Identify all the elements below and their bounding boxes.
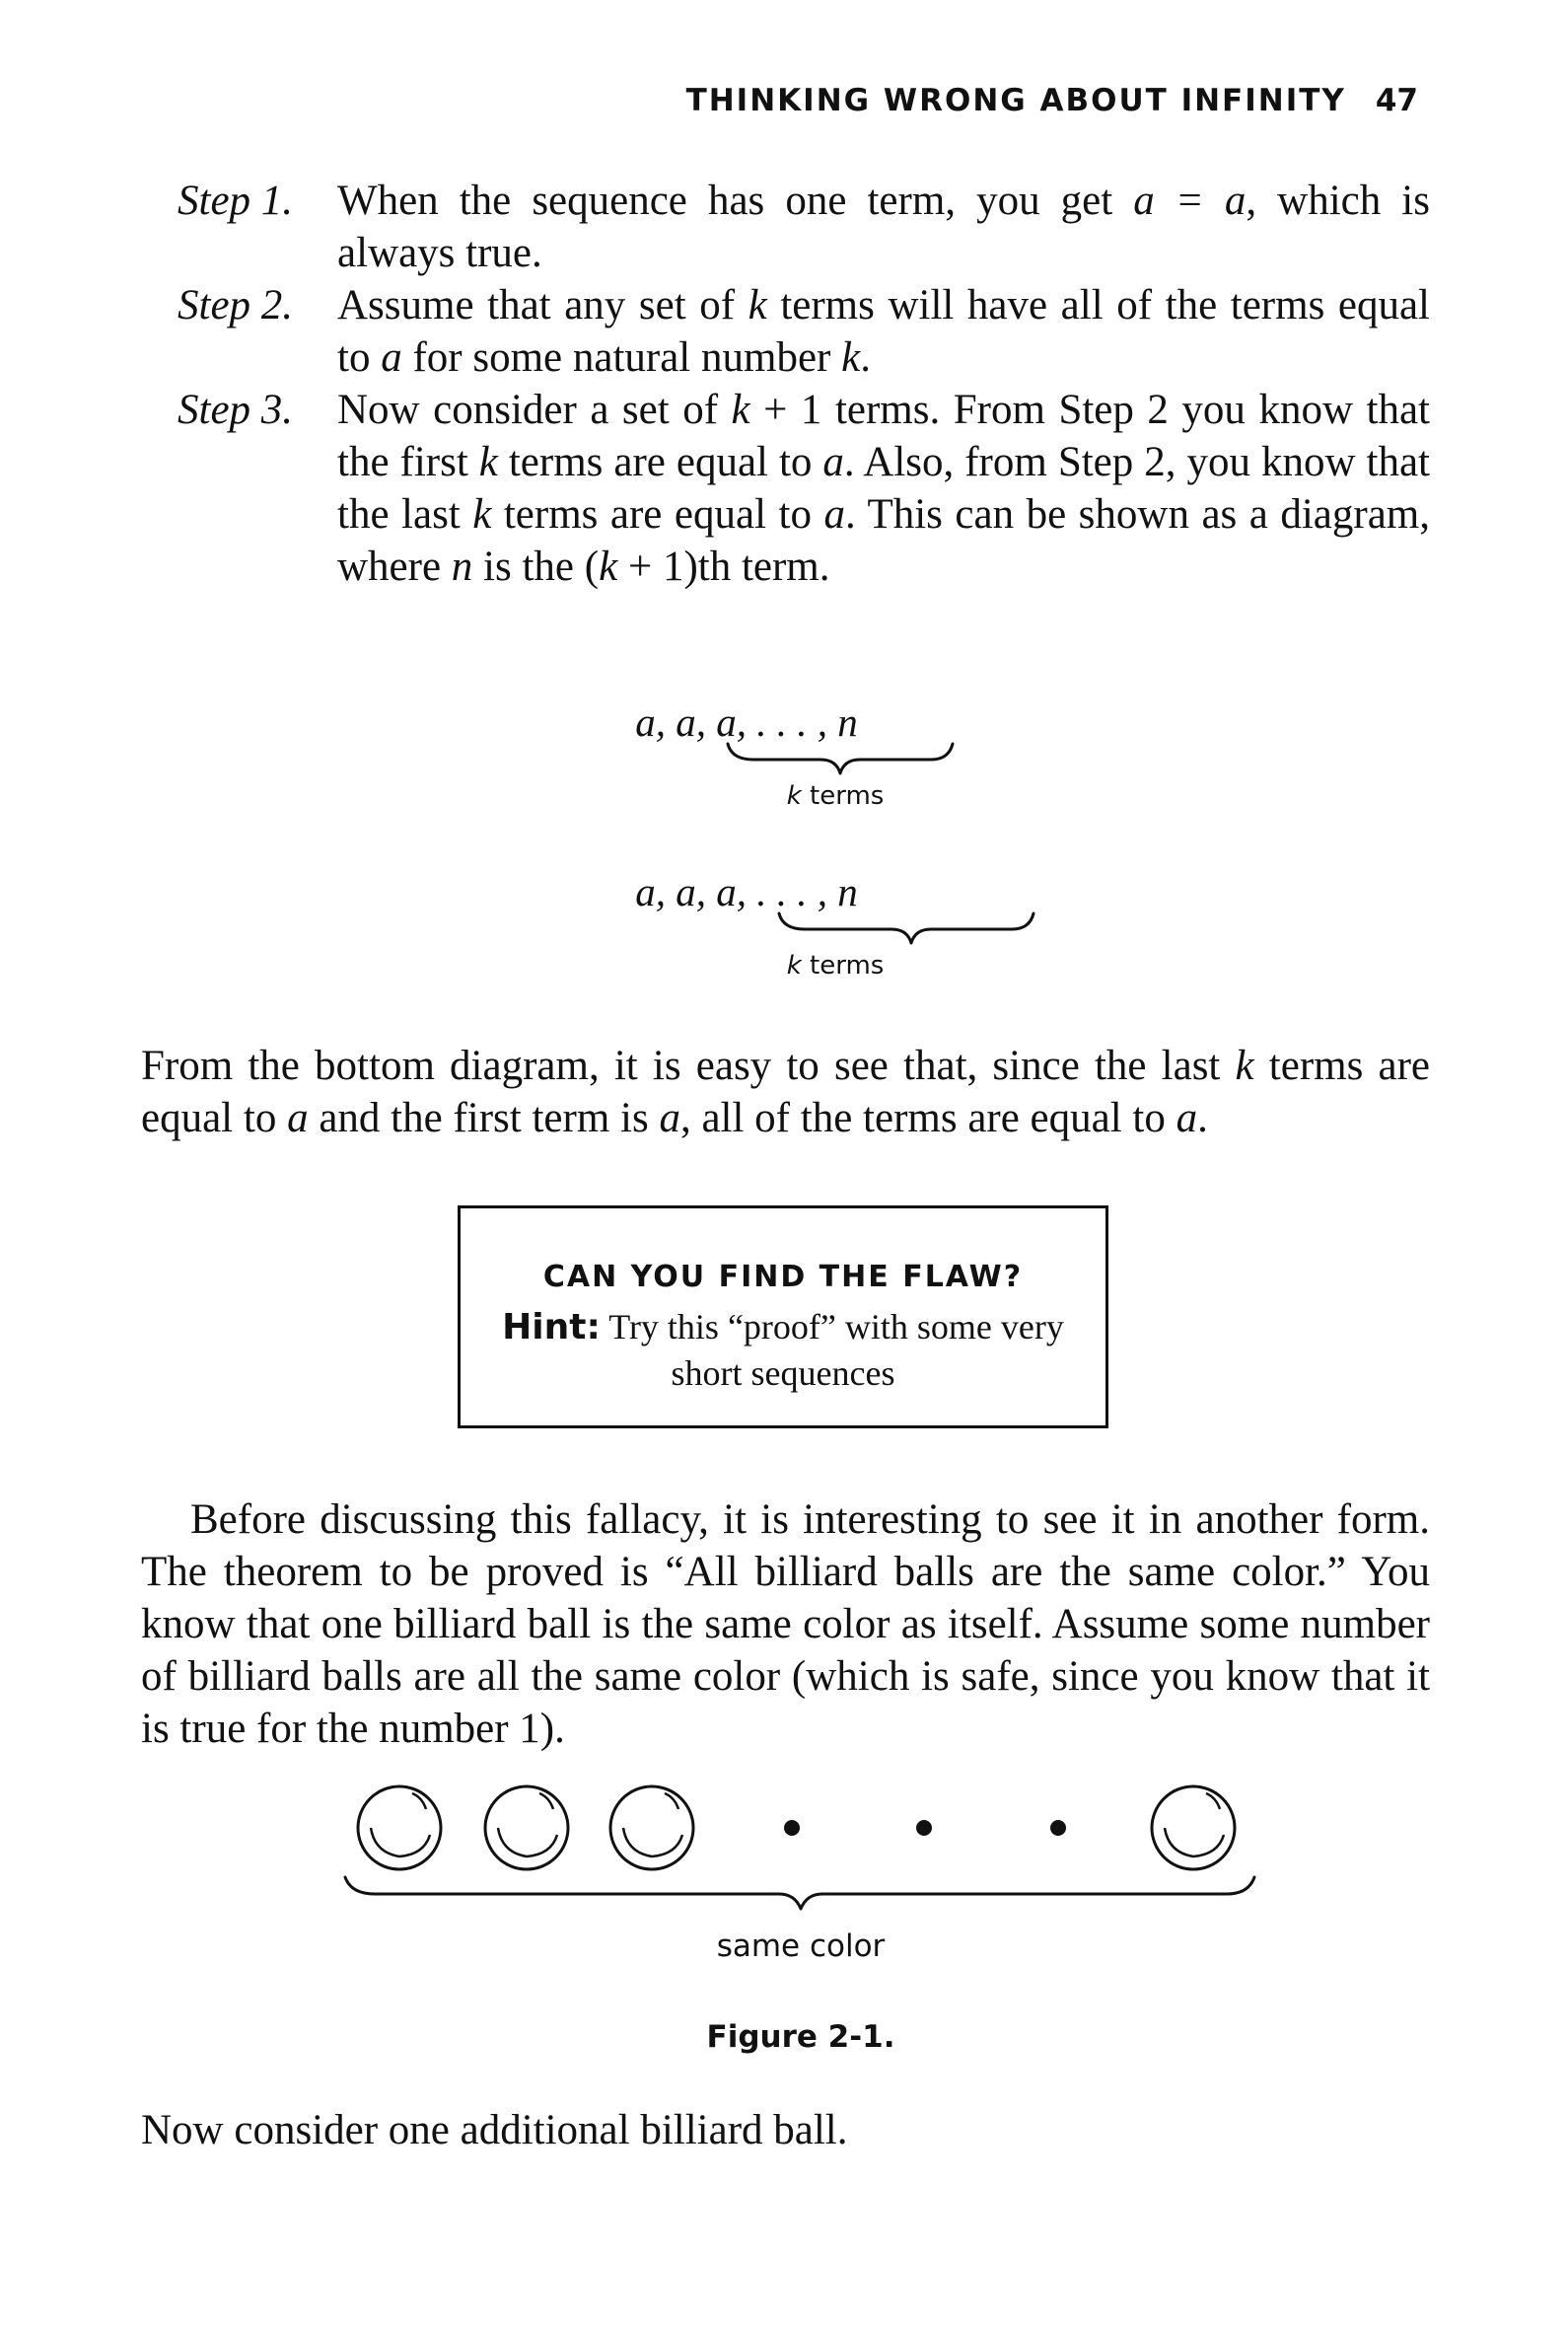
hint-label: Hint: [502, 1307, 601, 1347]
final-sentence: Now consider one additional billiard ball. [141, 2107, 848, 2153]
figure-caption: Figure 2-1. [706, 2019, 895, 2055]
diagram-1-brace-label: k terms [786, 781, 885, 811]
figure-brace-label: same color [716, 1928, 886, 1964]
conclusion-paragraph: From the bottom diagram, it is easy to see that, since the last k terms are equal to a and the first term is a, all of the terms are equal to a. [141, 1043, 1431, 1141]
diagram-1-sequence: a, a, a, . . . , n [635, 699, 858, 745]
ellipsis-dot-1 [784, 1820, 800, 1836]
page-number: 47 [1375, 83, 1418, 118]
diagram-2-brace [779, 913, 1033, 943]
header-title: THINKING WRONG ABOUT INFINITY [685, 83, 1346, 118]
billiard-ball-3 [610, 1786, 693, 1869]
ellipsis-dot-3 [1050, 1820, 1066, 1836]
step-1-label: Step 1. [178, 178, 294, 224]
billiard-ball-2 [485, 1786, 568, 1869]
diagram-2-brace-label: k terms [786, 951, 885, 981]
step-3-label: Step 3. [178, 387, 294, 433]
step-2-text: Assume that any set of k terms will have all of the terms equal to a for some natural number k. [337, 282, 1431, 381]
billiard-ball-1 [358, 1786, 441, 1869]
diagram-1-brace [728, 744, 953, 773]
flaw-title: CAN YOU FIND THE FLAW? [542, 1260, 1024, 1294]
step-2-label: Step 2. [178, 282, 294, 328]
hint-text: Try this “proof” with some very short sequences [608, 1307, 1064, 1393]
billiard-ball-last [1152, 1786, 1235, 1869]
figure-brace [345, 1877, 1254, 1909]
step-3-text: Now consider a set of k + 1 terms. From Step 2 you know that the first k terms are equal to a. Also, from Step 2, you know that the last k terms are equal to a. This can be shown as a diagram, where n is the (k + 1)th term. [337, 387, 1430, 590]
step-1-text: When the sequence has one term, you get a = a, which is always true. [337, 178, 1430, 276]
diagram-2-sequence: a, a, a, . . . , n [635, 869, 858, 914]
billiard-paragraph: Before discussing this fallacy, it is interesting to see it in another form. The theorem to be proved is “All billiard balls are the same color.” You know that one billiard ball is the same color as itself. Assume some number of billiard balls are all the same color (which is safe, since you know that it is true for the number 1). [141, 1496, 1430, 1752]
ellipsis-dot-2 [916, 1820, 932, 1836]
